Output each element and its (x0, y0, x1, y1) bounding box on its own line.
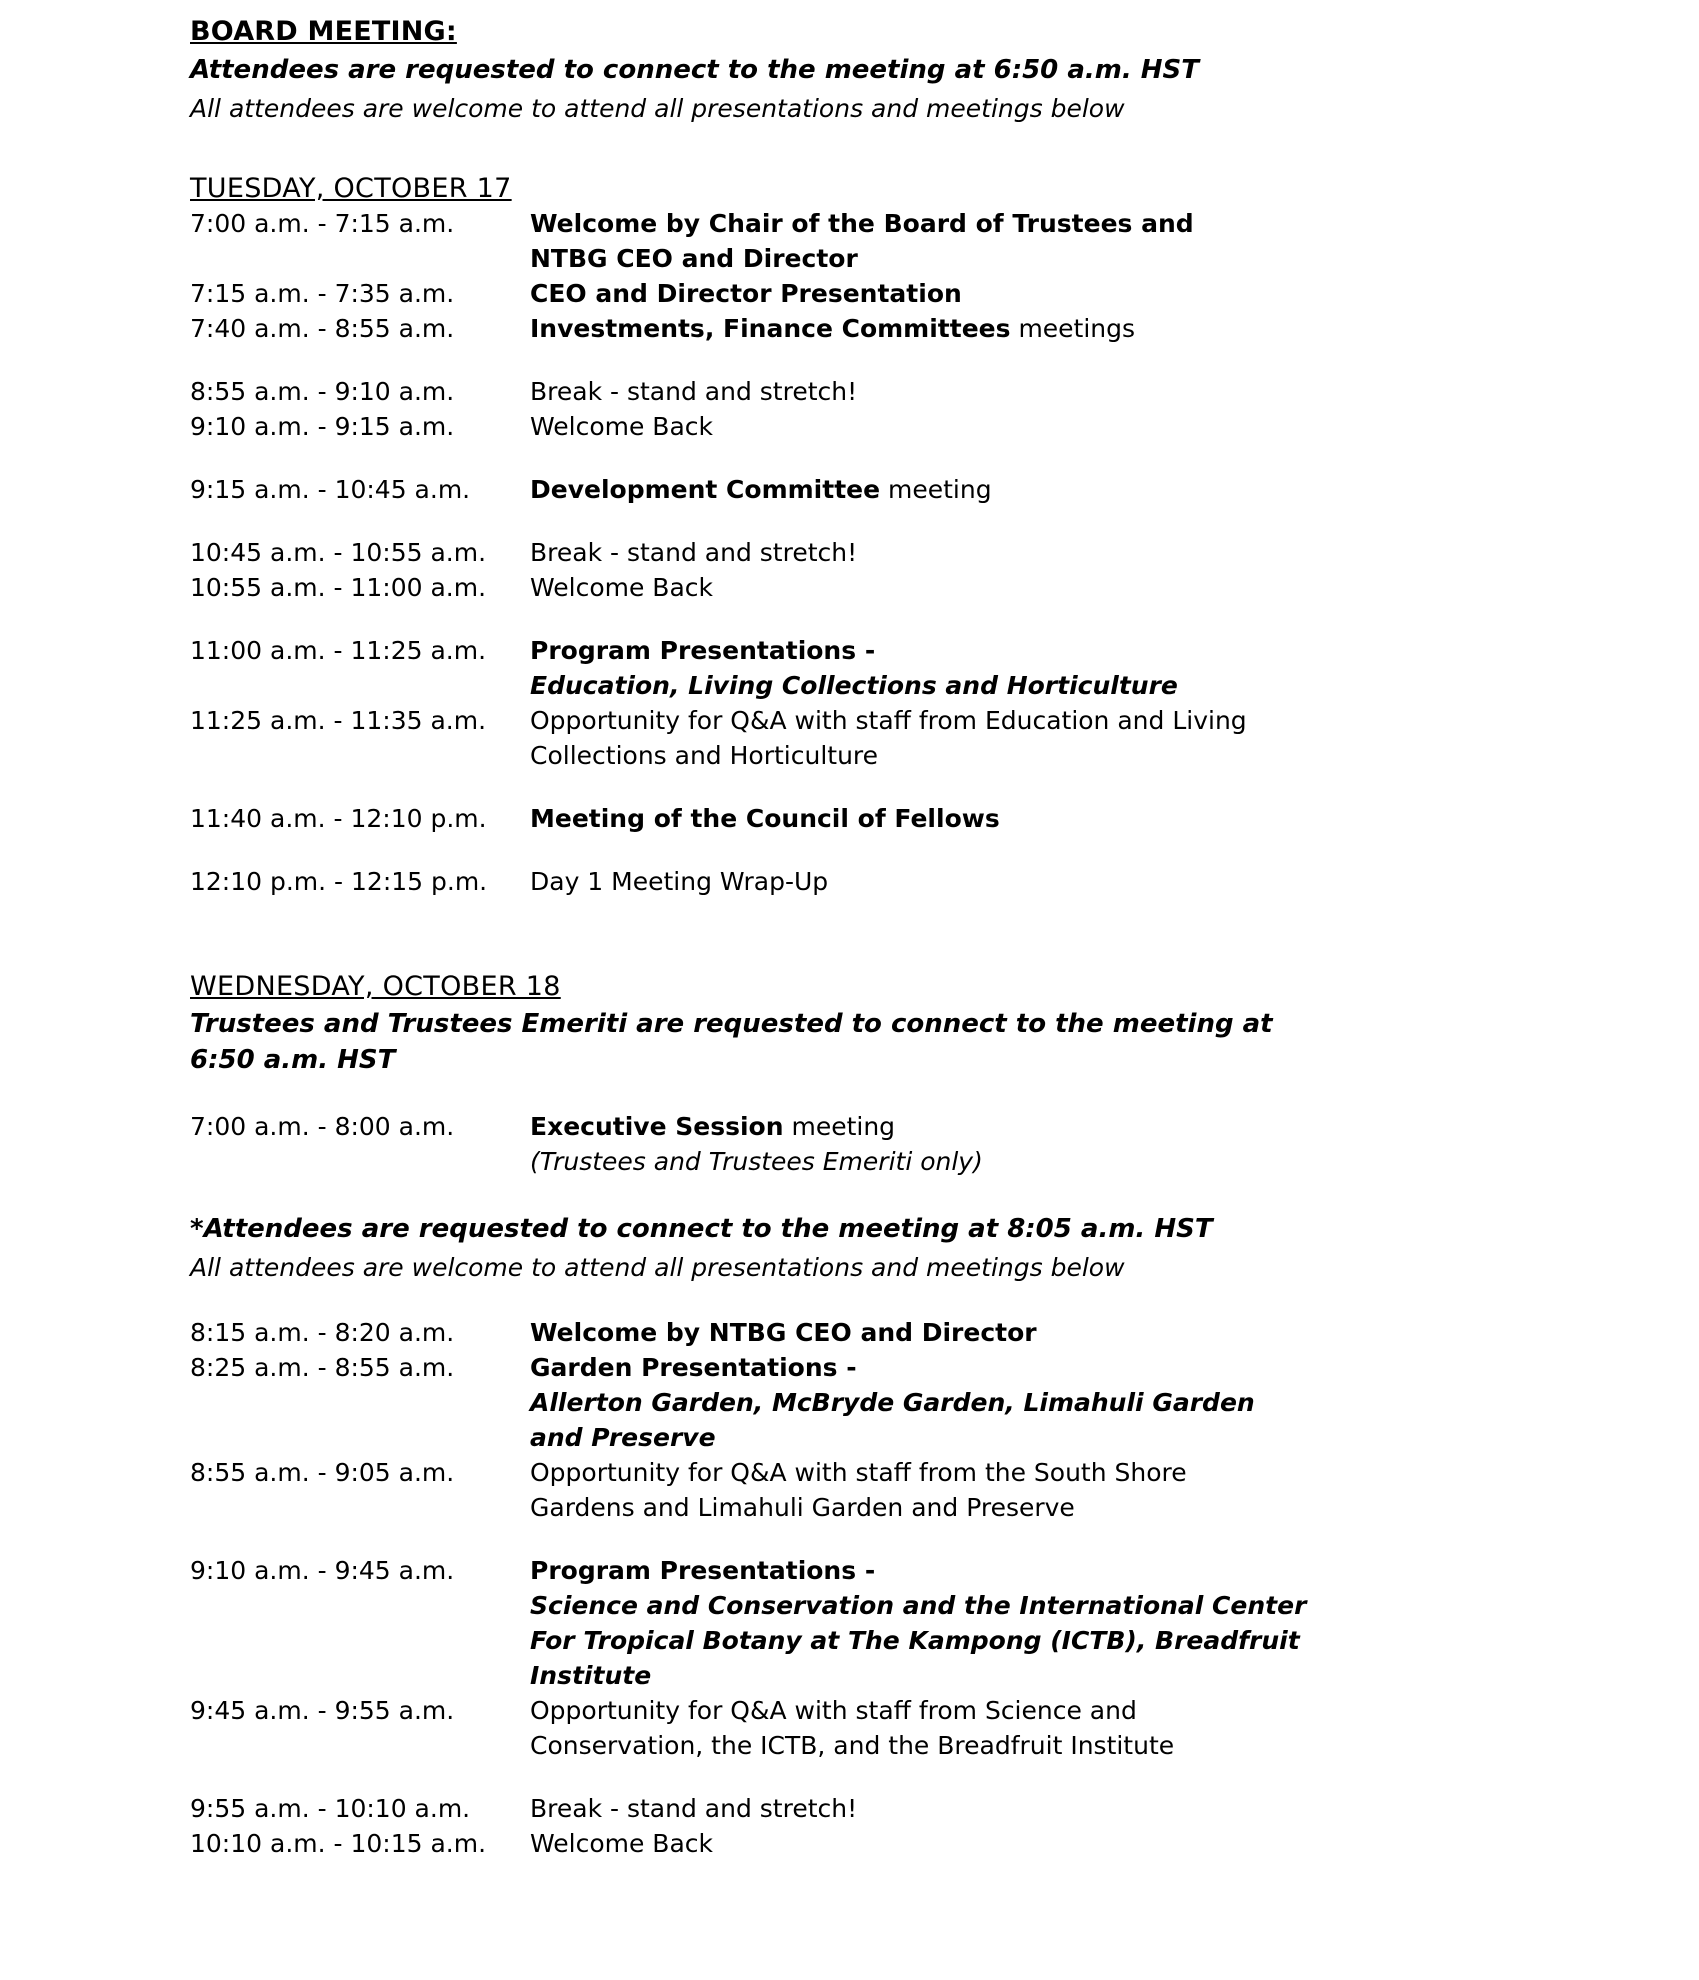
table-row (190, 276, 1639, 311)
session-line-text: CEO and Director Presentation (530, 278, 962, 308)
executive-session-label: Executive Session (530, 1111, 784, 1141)
session-line-text: Opportunity for Q&A with staff from Science and (530, 1696, 1137, 1726)
row-spacer-cell (190, 773, 1639, 801)
connect-instruction: Attendees are requested to connect to the meeting at 6:50 a.m. HST (190, 55, 1199, 86)
table-row (190, 206, 1639, 276)
row-spacer (190, 773, 1639, 801)
table-row (190, 1109, 1639, 1179)
session-description (530, 409, 1639, 444)
session-line (530, 276, 1639, 311)
session-line-suffix: meetings (1010, 313, 1136, 343)
session-description (530, 1315, 1639, 1350)
session-line (530, 1588, 1639, 1623)
table-row (190, 570, 1639, 605)
row-spacer (190, 1763, 1639, 1791)
row-spacer (190, 1525, 1639, 1553)
session-line (530, 738, 1639, 773)
table-row (190, 409, 1639, 444)
session-description (530, 276, 1639, 311)
row-spacer-cell (190, 605, 1639, 633)
session-line (530, 633, 1639, 668)
session-line (530, 864, 1639, 899)
row-spacer-cell (190, 1525, 1639, 1553)
session-description (530, 864, 1639, 899)
session-line-text: For Tropical Botany at The Kampong (ICTB), Breadfruit (530, 1626, 1300, 1656)
session-description (530, 1350, 1639, 1455)
table-row (190, 801, 1639, 836)
table-row (190, 703, 1639, 773)
session-line-text: Opportunity for Q&A with staff from Education and Living (530, 705, 1247, 735)
session-line-text: Welcome Back (530, 572, 713, 602)
session-description (530, 1553, 1639, 1693)
session-description (530, 1791, 1639, 1826)
day2-note-italic: All attendees are welcome to attend all presentations and meetings below (190, 1252, 1125, 1282)
row-spacer (190, 507, 1639, 535)
session-line-text: Allerton Garden, McBryde Garden, Limahuli Garden (530, 1388, 1255, 1418)
session-line-text: Break - stand and stretch! (530, 537, 858, 567)
session-line-text: Education, Living Collections and Horticulture (530, 670, 1178, 700)
session-line-text: Collections and Horticulture (530, 740, 879, 770)
session-line (530, 1420, 1639, 1455)
row-spacer-cell (190, 507, 1639, 535)
session-line-suffix: meeting (880, 474, 992, 504)
session-description (530, 801, 1639, 836)
session-line-text: Welcome by NTBG CEO and Director (530, 1318, 1037, 1348)
day2-note-bold: *Attendees are requested to connect to the meeting at 8:05 a.m. HST (190, 1213, 1213, 1244)
session-line-text: and Preserve (530, 1423, 716, 1453)
row-spacer (190, 346, 1639, 374)
session-line (530, 1658, 1639, 1693)
session-line (530, 1455, 1639, 1490)
executive-session-note: (Trustees and Trustees Emeriti only) (530, 1146, 983, 1176)
session-time: 12:10 p.m. - 12:15 p.m. (190, 866, 488, 896)
session-line (530, 311, 1639, 346)
session-time: 7:15 a.m. - 7:35 a.m. (190, 278, 455, 308)
executive-session-desc (530, 1109, 1639, 1179)
session-line (530, 409, 1639, 444)
session-time: 11:40 a.m. - 12:10 p.m. (190, 803, 487, 833)
session-time: 7:40 a.m. - 8:55 a.m. (190, 313, 455, 343)
session-time: 8:15 a.m. - 8:20 a.m. (190, 1318, 455, 1348)
session-time: 7:00 a.m. - 7:15 a.m. (190, 208, 455, 238)
session-line-text: Welcome Back (530, 411, 713, 441)
session-time: 9:10 a.m. - 9:15 a.m. (190, 411, 455, 441)
day1-schedule-table (190, 206, 1639, 899)
table-row (190, 535, 1639, 570)
session-line-text: Meeting of the Council of Fellows (530, 803, 1000, 833)
session-description (530, 535, 1639, 570)
session-description (530, 311, 1639, 346)
session-line-text: Break - stand and stretch! (530, 376, 858, 406)
session-line (530, 1553, 1639, 1588)
session-line-text: Conservation, the ICTB, and the Breadfruit Institute (530, 1731, 1175, 1761)
day2-connect-instruction-line2: 6:50 a.m. HST (190, 1044, 396, 1075)
executive-session-suffix: meeting (783, 1111, 896, 1141)
attendance-note: All attendees are welcome to attend all presentations and meetings below (190, 94, 1125, 124)
table-row (190, 311, 1639, 346)
session-line-text: Break - stand and stretch! (530, 1794, 858, 1824)
session-line (530, 570, 1639, 605)
table-row (190, 1826, 1639, 1861)
session-time: 11:25 a.m. - 11:35 a.m. (190, 705, 487, 735)
session-line (530, 535, 1639, 570)
session-line (530, 1728, 1639, 1763)
session-line-text: Program Presentations - (530, 1556, 876, 1586)
session-description (530, 472, 1639, 507)
session-line (530, 206, 1639, 241)
session-line-text: Investments, Finance Committees (530, 313, 1011, 343)
table-row (190, 1315, 1639, 1350)
session-description (530, 703, 1639, 773)
row-spacer-cell (190, 346, 1639, 374)
session-description (530, 1693, 1639, 1763)
session-description (530, 1455, 1639, 1525)
session-time: 10:45 a.m. - 10:55 a.m. (190, 537, 487, 567)
row-spacer (190, 605, 1639, 633)
session-time: 10:10 a.m. - 10:15 a.m. (190, 1829, 487, 1859)
table-row (190, 472, 1639, 507)
session-line-text: Opportunity for Q&A with staff from the South Shore (530, 1458, 1187, 1488)
session-line (530, 1490, 1639, 1525)
session-line-text: Gardens and Limahuli Garden and Preserve (530, 1493, 1075, 1523)
day2-header: WEDNESDAY, OCTOBER 18 (190, 970, 561, 1002)
row-spacer-cell (190, 1763, 1639, 1791)
session-time: 9:15 a.m. - 10:45 a.m. (190, 474, 471, 504)
session-line (530, 1385, 1639, 1420)
table-row (190, 633, 1639, 703)
session-line (530, 374, 1639, 409)
session-time: 8:55 a.m. - 9:10 a.m. (190, 376, 455, 406)
session-time: 9:10 a.m. - 9:45 a.m. (190, 1556, 455, 1586)
session-line (530, 1826, 1639, 1861)
session-line-text: Program Presentations - (530, 635, 876, 665)
session-description (530, 1826, 1639, 1861)
session-line-text: NTBG CEO and Director (530, 243, 858, 273)
session-time: 8:25 a.m. - 8:55 a.m. (190, 1353, 455, 1383)
session-line (530, 241, 1639, 276)
session-line (530, 1693, 1639, 1728)
session-time: 8:55 a.m. - 9:05 a.m. (190, 1458, 455, 1488)
session-time: 9:45 a.m. - 9:55 a.m. (190, 1696, 455, 1726)
day2-connect-instruction-line1: Trustees and Trustees Emeriti are requested to connect to the meeting at (190, 1009, 1273, 1039)
session-time: 9:55 a.m. - 10:10 a.m. (190, 1794, 471, 1824)
page-title: BOARD MEETING: (190, 16, 457, 47)
session-line (530, 1623, 1639, 1658)
table-row (190, 1455, 1639, 1525)
table-row (190, 864, 1639, 899)
session-line-text: Day 1 Meeting Wrap-Up (530, 866, 829, 896)
day2-executive-session-table (190, 1109, 1639, 1179)
session-time: 11:00 a.m. - 11:25 a.m. (190, 635, 487, 665)
row-spacer-cell (190, 444, 1639, 472)
session-line (530, 703, 1639, 738)
row-spacer (190, 444, 1639, 472)
executive-session-time: 7:00 a.m. - 8:00 a.m. (190, 1111, 455, 1141)
session-description (530, 633, 1639, 703)
session-line-text: Welcome by Chair of the Board of Trustees and (530, 208, 1194, 238)
session-description (530, 374, 1639, 409)
table-row (190, 1791, 1639, 1826)
session-line (530, 472, 1639, 507)
session-line-text: Development Committee (530, 474, 881, 504)
table-row (190, 1693, 1639, 1763)
session-line-text: Institute (530, 1661, 652, 1691)
session-line (530, 668, 1639, 703)
session-line (530, 1315, 1639, 1350)
table-row (190, 1553, 1639, 1693)
session-description (530, 570, 1639, 605)
table-row (190, 1350, 1639, 1455)
session-line-text: Garden Presentations - (530, 1353, 857, 1383)
row-spacer (190, 836, 1639, 864)
table-row (190, 374, 1639, 409)
session-line-text: Science and Conservation and the International Center (530, 1591, 1307, 1621)
session-description (530, 206, 1639, 276)
session-line (530, 1350, 1639, 1385)
session-line (530, 1791, 1639, 1826)
row-spacer-cell (190, 836, 1639, 864)
session-time: 10:55 a.m. - 11:00 a.m. (190, 572, 487, 602)
session-line (530, 801, 1639, 836)
session-line-text: Welcome Back (530, 1829, 713, 1859)
day2-schedule-table (190, 1315, 1639, 1861)
day1-header: TUESDAY, OCTOBER 17 (190, 172, 512, 204)
